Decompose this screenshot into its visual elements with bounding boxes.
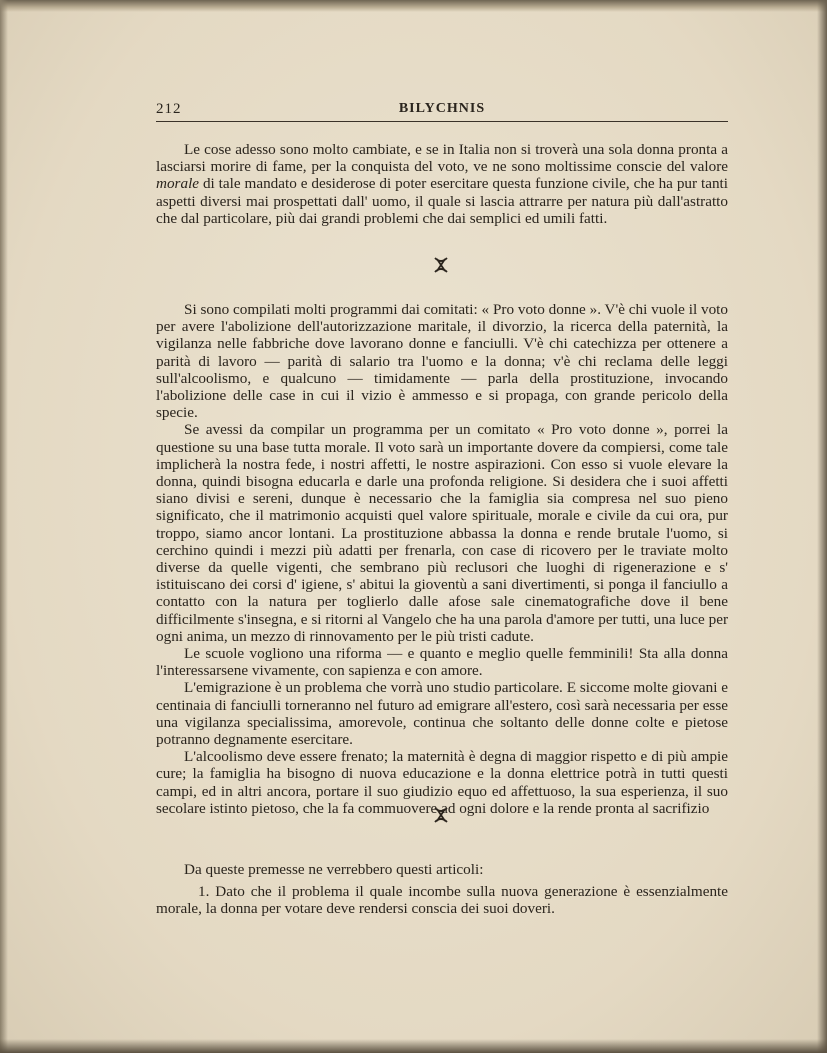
paragraph: Da queste premesse ne verrebbero questi articoli: [184, 861, 484, 878]
paragraph: L'emigrazione è un problema che vorrà uno studio particolare. E siccome molte giovani e centinaia di fanciulli torneranno nel futuro ad emigrare all'estero, così sarà necessaria per esse una vigilanza specialissima, amorevole, continua che soltanto delle donne colte e pietose potranno degnamente esercitare. [156, 679, 728, 749]
articles-intro [156, 861, 728, 878]
running-header [156, 101, 728, 122]
paragraph-intro [156, 141, 728, 227]
page-number: 212 [156, 101, 182, 117]
paragraph: Le scuole vogliono una riforma — e quanto e meglio quelle femminili! Sta alla donna l'interessarsene vivamente, con sapienza e con amore. [156, 645, 728, 680]
page-edge-left [0, 0, 8, 1053]
page-edge-top [0, 0, 827, 12]
ornament-icon [432, 806, 450, 824]
section-programs [156, 301, 728, 817]
page-edge-bottom [0, 1039, 827, 1053]
page-edge-right [817, 0, 827, 1053]
paragraph: L'alcoolismo deve essere frenato; la maternità è degna di maggior rispetto e di più ampie cure; la famiglia ha bisogno di nuova educazione e la donna elettrice potrà in tutti questi campi, ed in altri ancora, portare il suo giudizio equo ed affettuoso, la sua esperienza, il suo secolare istinto pietoso, che la fa commuovere ad ogni dolore e la rende pronta al sacrifizio [156, 748, 728, 817]
paragraph: Se avessi da compilar un programma per un comitato « Pro voto donne », porrei la questione su una base tutta morale. Il voto sarà un importante dovere da compiersi, come tale implicherà la nostra fede, i nostri affetti, le nostre aspirazioni. Con esso si vuole elevare la donna, quindi bisogna educarla e darle una profonda religione. Si desidera che i suoi affetti siano divisi e sereni, dunque è necessario che la famiglia sia compresa nel suo pieno significato, che il matrimonio acquisti quel valore spirituale, morale e civile da cui ora, pur troppo, siamo ancor lontani. La prostituzione abbassa la donna e rende brutale l'uomo, si cerchino quindi i mezzi più adatti per frenarla, con case di ricovero per le traviate molto diverse da quelle vigenti, che sembrano più reclusori che luoghi di rigenerazione e s' istituiscano dei corsi d' igiene, s' abitui la gioventù a sani divertimenti, si ponga il fanciullo a contatto con la natura per toglierlo dalle afose sale cinematografiche dove il bene difficilmente s'insegna, e si ritorni al Vangelo che ha una parola d'amore per tutti, una luce per ogni anima, un mezzo di rinnovamento per le più tristi cadute. [156, 421, 728, 645]
emphasis-word: morale [156, 175, 200, 193]
paragraph: 1. Dato che il problema il quale incombe sulla nuova generazione è essenzialmente morale, la donna per votare deve rendersi conscia dei suoi doveri. [156, 883, 728, 918]
article-1 [156, 883, 728, 917]
paragraph: Si sono compilati molti programmi dai comitati: « Pro voto donne ». V'è chi vuole il voto per avere l'abolizione dell'autorizzazione maritale, il divorzio, la ricerca della paternità, la vigilanza nelle fabbriche dove lavorano donne e fanciulli. V'è chi catechizza per ottenere a parità di lavoro — parità di salario tra l'uomo e la donna; v'è chi reclama delle leggi sull'alcoolismo, e qualcuno — timidamente — parla della prostituzione, invocando l'abolizione delle case in cui il vizio è ammesso e si propaga, con grande pericolo della specie. [156, 301, 728, 422]
journal-title: BILYCHNIS [398, 101, 486, 116]
ornament-icon [432, 256, 450, 274]
paragraph: Le cose adesso sono molto cambiate, e se in Italia non si troverà una sola donna pronta a lasciarsi morire di fame, per la conquista del voto, ve ne sono moltissime conscie del valore morale di tale mandato e desiderose di poter esercitare questa funzione civile, che ha pur tanti aspetti diversi mai prospettati dall' uomo, il quale si lascia attrarre per natura più dall'astratto che dal particolare, più dai grandi problemi che dai semplici ed umili fatti. [156, 141, 728, 227]
